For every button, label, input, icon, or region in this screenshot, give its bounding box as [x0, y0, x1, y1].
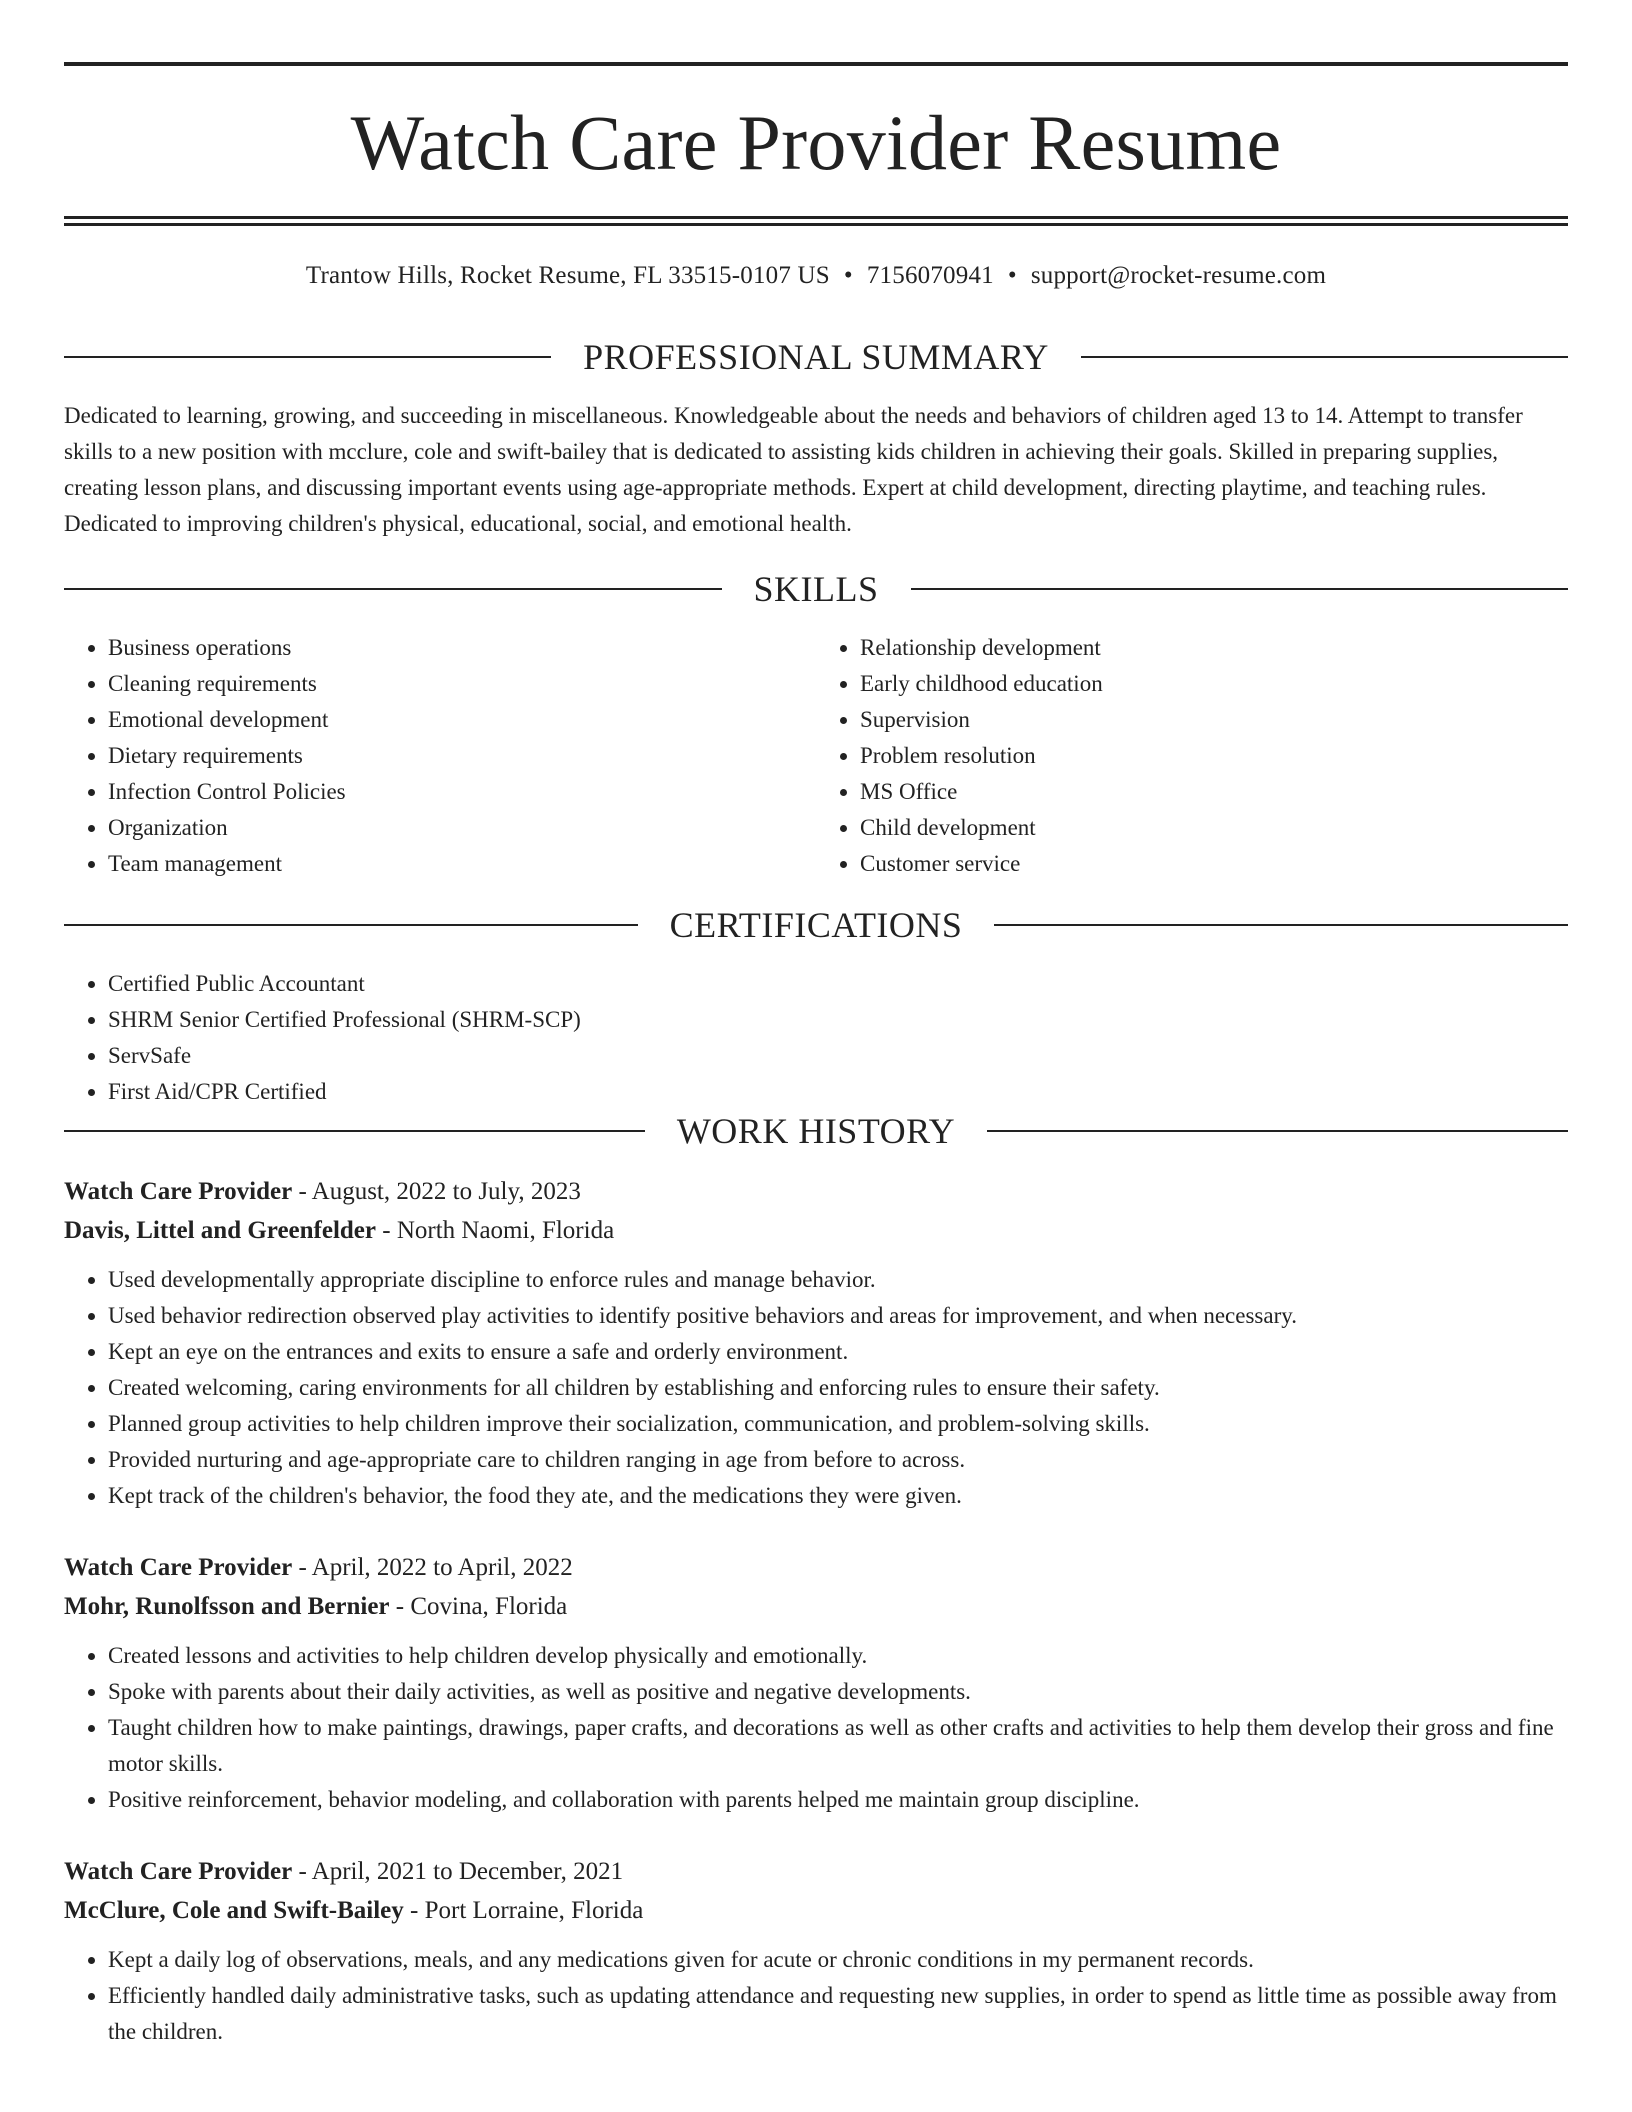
job-bullet: • Provided nurturing and age-appropriate care to children ranging in age from before to across.: [108, 1442, 1568, 1478]
job-bullet: • Planned group activities to help children improve their socialization, communication, and problem-solving skills.: [108, 1406, 1568, 1442]
heading-rule-right: [994, 924, 1568, 926]
job-title: Watch Care Provider: [64, 1178, 293, 1205]
certification-item: • Certified Public Accountant: [108, 966, 1568, 1002]
job-title-line: [64, 1548, 1568, 1587]
job-bullets: [64, 1942, 1568, 2050]
job-location: - Covina, Florida: [389, 1593, 568, 1620]
job-company-line: [64, 1211, 1568, 1250]
job-title: Watch Care Provider: [64, 1554, 293, 1581]
skill-item: • Problem resolution: [860, 738, 1568, 774]
certification-item: • First Aid/CPR Certified: [108, 1074, 1568, 1110]
work-history-heading-label: WORK HISTORY: [676, 1111, 956, 1151]
job-bullet: • Kept a daily log of observations, meals, and any medications given for acute or chronic conditions in my permanent records.: [108, 1942, 1568, 1978]
skills-list-left: [64, 630, 816, 882]
job-bullet: • Kept track of the children's behavior, the food they ate, and the medications they were given.: [108, 1478, 1568, 1514]
skill-item: • Emotional development: [108, 702, 816, 738]
heading-rule-left: [64, 588, 722, 590]
job-company-line: [64, 1587, 1568, 1626]
job-bullet: • Created welcoming, caring environments for all children by establishing and enforcing rules to ensure their safety.: [108, 1370, 1568, 1406]
job-bullet: • Positive reinforcement, behavior modeling, and collaboration with parents helped me maintain group discipline.: [108, 1782, 1568, 1818]
heading-rule-right: [911, 588, 1569, 590]
job-title-line: [64, 1852, 1568, 1891]
job-bullet: • Used behavior redirection observed play activities to identify positive behaviors and areas for improvement, and when necessary.: [108, 1298, 1568, 1334]
job-title: Watch Care Provider: [64, 1858, 293, 1885]
skill-item: • MS Office: [860, 774, 1568, 810]
certification-item: • ServSafe: [108, 1038, 1568, 1074]
job-dates: - April, 2021 to December, 2021: [292, 1858, 624, 1885]
job-company: Mohr, Runolfsson and Bernier: [64, 1593, 390, 1620]
job-bullet: • Used developmentally appropriate discipline to enforce rules and manage behavior.: [108, 1262, 1568, 1298]
skill-item: • Customer service: [860, 846, 1568, 882]
heading-rule-right: [987, 1130, 1568, 1132]
summary-text: Dedicated to learning, growing, and succeeding in miscellaneous. Knowledgeable about the needs and behaviors of children aged 13 to 14. Attempt to transfer skills to a new position with mcclure, cole and swift-bailey that is dedicated to assisting kids children in achieving their goals. Skilled in preparing supplies, creating lesson plans, and discussing important events using age-appropriate methods. Expert at child development, directing playtime, and teaching rules. Dedicated to improving children's physical, educational, social, and emotional health.: [64, 403, 1523, 536]
contact-line: [64, 262, 1568, 290]
skill-item: • Cleaning requirements: [108, 666, 816, 702]
heading-rule-left: [64, 356, 551, 358]
job-bullet: • Taught children how to make paintings, drawings, paper crafts, and decorations as well as other crafts and activities to help them develop their gross and fine motor skills.: [108, 1710, 1568, 1782]
skill-item: • Business operations: [108, 630, 816, 666]
contact-email: support@rocket-resume.com: [1030, 262, 1327, 289]
skills-list-right: [816, 630, 1568, 882]
summary-heading-label: PROFESSIONAL SUMMARY: [583, 337, 1049, 377]
job-company-line: [64, 1891, 1568, 1930]
heading-rule-right: [1081, 356, 1568, 358]
job-company: McClure, Cole and Swift-Bailey: [64, 1897, 404, 1924]
heading-rule-left: [64, 924, 638, 926]
heading-rule-left: [64, 1130, 645, 1132]
job-entry: [64, 1172, 1568, 1514]
job-bullet: • Spoke with parents about their daily activities, as well as positive and negative developments.: [108, 1674, 1568, 1710]
certifications-heading-label: CERTIFICATIONS: [669, 905, 963, 945]
skill-item: • Supervision: [860, 702, 1568, 738]
job-bullet: • Kept an eye on the entrances and exits to ensure a safe and orderly environment.: [108, 1334, 1568, 1370]
job-company: Davis, Littel and Greenfelder: [64, 1217, 376, 1244]
job-bullets: [64, 1262, 1568, 1514]
skill-item: • Dietary requirements: [108, 738, 816, 774]
skills-grid: [64, 630, 1568, 882]
contact-address: Trantow Hills, Rocket Resume, FL 33515-0107 US: [305, 262, 830, 289]
job-dates: - April, 2022 to April, 2022: [292, 1554, 573, 1581]
resume-title: Watch Care Provider Resume: [350, 99, 1282, 186]
skill-item: • Infection Control Policies: [108, 774, 816, 810]
job-dates: - August, 2022 to July, 2023: [292, 1178, 581, 1205]
certifications-heading: [64, 904, 1568, 946]
work-history-heading: [64, 1110, 1568, 1152]
job-bullets: [64, 1638, 1568, 1818]
job-location: - Port Lorraine, Florida: [403, 1897, 644, 1924]
skill-item: • Relationship development: [860, 630, 1568, 666]
skills-heading-label: SKILLS: [753, 569, 879, 609]
skill-item: • Early childhood education: [860, 666, 1568, 702]
certifications-list: [64, 966, 1568, 1110]
summary-heading: [64, 336, 1568, 378]
skills-heading: [64, 568, 1568, 610]
job-bullet: • Efficiently handled daily administrative tasks, such as updating attendance and requesting new supplies, in order to spend as little time as possible away from the children.: [108, 1978, 1568, 2050]
contact-separator: •: [1007, 262, 1017, 289]
job-bullet: • Created lessons and activities to help children develop physically and emotionally.: [108, 1638, 1568, 1674]
job-title-line: [64, 1172, 1568, 1211]
contact-phone: 7156070941: [866, 262, 994, 289]
certification-item: • SHRM Senior Certified Professional (SHRM-SCP): [108, 1002, 1568, 1038]
skill-item: • Child development: [860, 810, 1568, 846]
skill-item: • Organization: [108, 810, 816, 846]
job-entry: [64, 1548, 1568, 1818]
skill-item: • Team management: [108, 846, 816, 882]
contact-separator: •: [843, 262, 853, 289]
job-location: - North Naomi, Florida: [376, 1217, 615, 1244]
job-entry: [64, 1852, 1568, 2050]
top-rule: [64, 62, 1568, 66]
title-double-rule: [64, 216, 1568, 226]
